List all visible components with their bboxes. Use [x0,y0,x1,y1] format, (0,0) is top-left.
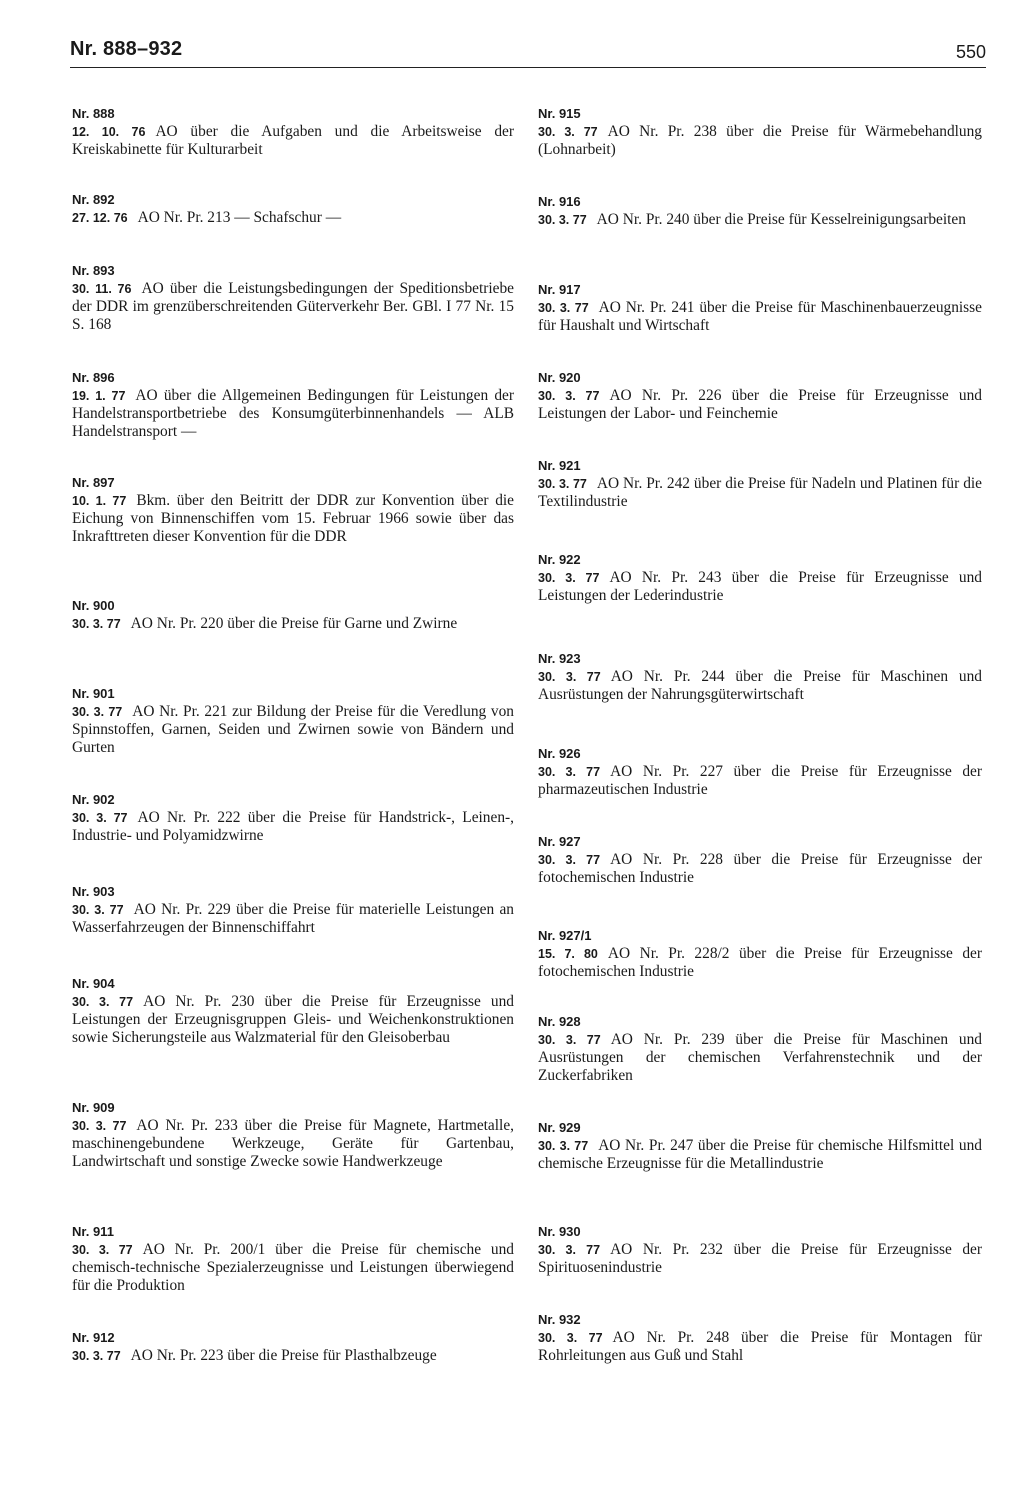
entry-930 [538,1223,982,1277]
entry-number: Nr. 921 [538,458,581,473]
page-title: Nr. 888–932 [70,38,183,60]
header-rule [70,67,986,68]
entry-date: 30. 3. 77 [538,669,601,684]
entry-904 [72,975,514,1046]
entry-929 [538,1119,982,1173]
entry-number: Nr. 916 [538,194,581,209]
entry-text: AO Nr. Pr. 230 über die Preise für Erzeugnisse und Leistungen der Erzeugnisgruppen Gleis- und Weichenkonstruktionen sowie Sicherungsteile aus Walzmaterial für den Gleisoberbau [72,992,514,1046]
entry-901 [72,685,514,756]
entry-date: 30. 3. 77 [538,764,601,779]
entry-text: AO Nr. Pr. 248 über die Preise für Montagen für Rohrleitungen aus Guß und Stahl [538,1328,982,1364]
entry-893 [72,262,514,333]
entry-number: Nr. 926 [538,746,581,761]
entry-921 [538,457,982,511]
entry-number: Nr. 901 [72,686,115,701]
entry-928 [538,1013,982,1084]
entry-892 [72,191,514,227]
entry-date: 30. 3. 77 [72,704,123,719]
entry-number: Nr. 912 [72,1330,115,1345]
entry-912 [72,1329,514,1365]
entry-number: Nr. 892 [72,192,115,207]
entry-date: 30. 3. 77 [538,1032,601,1047]
entry-text: AO Nr. Pr. 238 über die Preise für Wärmebehandlung (Lohnarbeit) [538,122,982,158]
entry-date: 30. 3. 77 [72,810,128,825]
entry-date: 30. 3. 77 [72,1348,121,1363]
entry-911 [72,1223,514,1294]
entry-number: Nr. 923 [538,651,581,666]
entry-text: AO Nr. Pr. 239 über die Preise für Maschinen und Ausrüstungen der chemischen Verfahrenstechnik und der Zuckerfabriken [538,1030,983,1084]
entry-number: Nr. 928 [538,1014,581,1029]
entry-number: Nr. 929 [538,1120,581,1135]
entry-text: AO Nr. Pr. 240 über die Preise für Kesselreinigungsarbeiten [596,210,966,228]
entry-text: AO Nr. Pr. 222 über die Preise für Handstrick-, Leinen-, Industrie- und Polyamidzwirne [72,808,514,844]
entry-date: 30. 3. 77 [538,1330,603,1345]
entry-number: Nr. 927 [538,834,581,849]
entry-text: AO Nr. Pr. 241 über die Preise für Maschinenbauerzeugnisse für Haushalt und Wirtschaft [538,298,982,334]
entry-896 [72,369,514,440]
entry-number: Nr. 904 [72,976,115,991]
entry-number: Nr. 917 [538,282,581,297]
entry-902 [72,791,514,845]
entry-text: AO Nr. Pr. 226 über die Preise für Erzeugnisse und Leistungen der Labor- und Feinchemie [538,386,982,422]
entry-date: 12. 10. 76 [72,124,146,139]
entry-date: 30. 11. 76 [72,281,132,296]
entry-text: AO Nr. Pr. 247 über die Preise für chemische Hilfsmittel und chemische Erzeugnisse für die Metallindustrie [538,1136,982,1172]
entry-date: 30. 3. 77 [72,902,124,917]
entry-text: AO Nr. Pr. 244 über die Preise für Maschinen und Ausrüstungen der Nahrungsgüterwirtschaft [538,667,983,703]
entry-date: 10. 1. 77 [72,493,127,508]
entry-text: AO Nr. Pr. 242 über die Preise für Nadeln und Platinen für die Textilindustrie [538,474,982,510]
entry-date: 30. 3. 77 [72,616,121,631]
entry-917 [538,281,982,335]
entry-number: Nr. 900 [72,598,115,613]
entry-date: 30. 3. 77 [72,1118,127,1133]
entry-909 [72,1099,514,1170]
entry-923 [538,650,982,704]
entry-date: 19. 1. 77 [72,388,126,403]
entry-915 [538,105,982,159]
entry-text: AO Nr. Pr. 228 über die Preise für Erzeugnisse der fotochemischen Industrie [538,850,982,886]
entry-date: 30. 3. 77 [538,1242,601,1257]
entry-888 [72,105,514,159]
entry-number: Nr. 930 [538,1224,581,1239]
entry-number: Nr. 902 [72,792,115,807]
entry-number: Nr. 920 [538,370,581,385]
entry-number: Nr. 897 [72,475,115,490]
entry-date: 30. 3. 77 [72,1242,133,1257]
entry-number: Nr. 932 [538,1312,581,1327]
entry-number: Nr. 922 [538,552,581,567]
entry-900 [72,597,514,633]
entry-text: Bkm. über den Beitritt der DDR zur Konvention über die Eichung von Binnenschiffen vom 15. Februar 1966 sowie über das Inkrafttreten dieser Konvention für die DDR [72,491,515,545]
entry-text: AO Nr. Pr. 229 über die Preise für materielle Leistungen an Wasserfahrzeugen der Binnenschiffahrt [72,900,515,936]
entry-date: 30. 3. 77 [538,300,589,315]
entry-number: Nr. 888 [72,106,115,121]
entry-text: AO Nr. Pr. 213 — Schafschur — [137,208,342,226]
entry-text: AO Nr. Pr. 221 zur Bildung der Preise für die Veredlung von Spinnstoffen, Garnen, Seiden und Zwirnen sowie von Bändern und Gurten [72,702,514,756]
entry-number: Nr. 909 [72,1100,115,1115]
entry-date: 30. 3. 77 [538,124,598,139]
entry-date: 15. 7. 80 [538,946,598,961]
entry-text: AO Nr. Pr. 200/1 über die Preise für chemische und chemisch-technische Spezialerzeugnisse und Leistungen überwiegend für die Produktion [72,1240,514,1294]
entry-922 [538,551,982,605]
entry-text: AO über die Leistungsbedingungen der Speditionsbetriebe der DDR im grenzüberschreitenden Güterverkehr Ber. GBl. I 77 Nr. 15 S. 168 [72,279,514,333]
entry-number: Nr. 915 [538,106,581,121]
entry-date: 27. 12. 76 [72,210,128,225]
entry-text: AO Nr. Pr. 233 über die Preise für Magnete, Hartmetalle, maschinengebundene Werkzeuge, Geräte für Gartenbau, Landwirtschaft und sonstige Zwecke sowie Handwerkzeuge [72,1116,514,1170]
entry-text: AO über die Allgemeinen Bedingungen für Leistungen der Handelstransportbetriebe des Konsumgüterbinnenhandels — ALB Handelstransport — [72,386,515,440]
entry-932 [538,1311,982,1365]
entry-927 [538,833,982,887]
entry-number: Nr. 896 [72,370,115,385]
entry-text: AO Nr. Pr. 232 über die Preise für Erzeugnisse der Spirituosenindustrie [538,1240,982,1276]
entry-text: AO Nr. Pr. 243 über die Preise für Erzeugnisse und Leistungen der Lederindustrie [538,568,982,604]
entry-text: AO Nr. Pr. 223 über die Preise für Plasthalbzeuge [130,1346,437,1364]
entry-date: 30. 3. 77 [72,994,134,1009]
entry-897 [72,474,514,545]
entry-date: 30. 3. 77 [538,212,587,227]
entry-926 [538,745,982,799]
entry-date: 30. 3. 77 [538,388,600,403]
entry-number: Nr. 927/1 [538,928,592,943]
entry-text: AO über die Aufgaben und die Arbeitsweise der Kreiskabinette für Kulturarbeit [72,122,515,158]
entry-date: 30. 3. 77 [538,852,601,867]
entry-text: AO Nr. Pr. 227 über die Preise für Erzeugnisse der pharmazeutischen Industrie [538,762,982,798]
entry-920 [538,369,982,423]
page-number: 550 [955,42,986,62]
entry-number: Nr. 903 [72,884,115,899]
entry-date: 30. 3. 77 [538,476,587,491]
entry-927-1 [538,927,982,981]
entry-date: 30. 3. 77 [538,570,600,585]
entry-text: AO Nr. Pr. 228/2 über die Preise für Erzeugnisse der fotochemischen Industrie [538,944,982,980]
entry-date: 30. 3. 77 [538,1138,589,1153]
entry-text: AO Nr. Pr. 220 über die Preise für Garne und Zwirne [130,614,458,632]
entry-number: Nr. 911 [72,1224,114,1239]
entry-number: Nr. 893 [72,263,115,278]
entry-916 [538,193,982,229]
entry-903 [72,883,514,937]
